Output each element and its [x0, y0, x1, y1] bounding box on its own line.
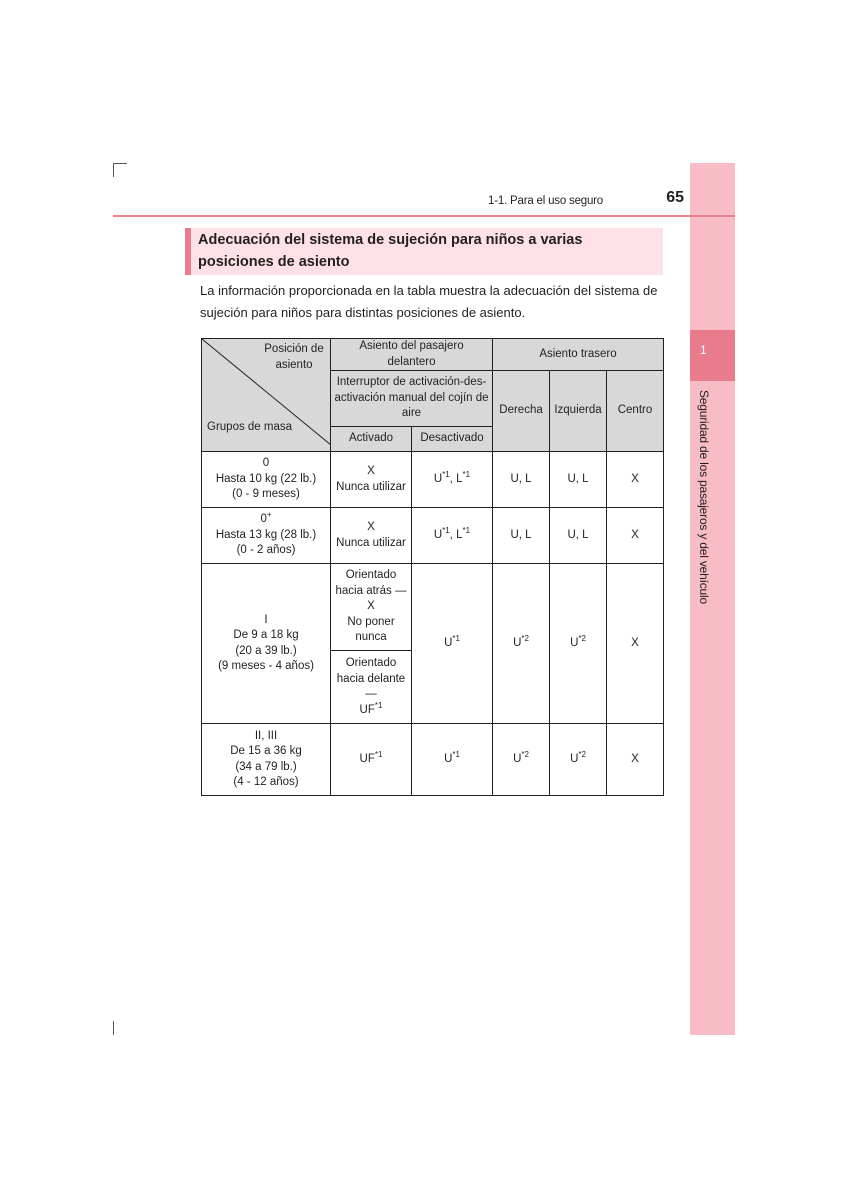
rear-right-cell: $U^{*2}$ [493, 724, 550, 796]
header-section-title: 1-1. Para el uso seguro [488, 195, 603, 207]
rear-center-header: Centro [607, 371, 664, 452]
activated-cell [331, 508, 412, 564]
front-passenger-header: Asiento del pasajero delantero [331, 339, 493, 371]
seat-suitability-table [201, 338, 664, 796]
mass-group-cell [202, 452, 331, 508]
rear-right-cell: U, L [493, 508, 550, 564]
mass-age: (0 - 2 años) [236, 544, 296, 557]
rear-left-cell: U, L [550, 452, 607, 508]
mass-weight: De 9 a 18 kg [233, 629, 299, 641]
activated-cell [331, 564, 412, 724]
mass-age: (0 - 9 meses) [232, 488, 300, 501]
crop-mark-top-left-vertical [113, 163, 114, 177]
mass-weight: Hasta 13 kg (28 lb.) [215, 528, 317, 541]
crop-mark-top-left-horizontal [113, 163, 127, 164]
table-row [202, 452, 664, 508]
rear-facing-note: No poner nunca [347, 615, 395, 644]
rear-right-cell: $U^{*2}$ [493, 564, 550, 724]
activated-note: Nunca utilizar [336, 480, 406, 493]
heading-accent-bar [185, 228, 191, 275]
page-number: 65 [666, 189, 684, 206]
mass-weight: Hasta 10 kg (22 lb.) [215, 472, 317, 485]
mass-group-cell [202, 508, 331, 564]
mass-weight-lb: (34 a 79 lb.) [235, 760, 297, 773]
airbag-switch-header: Interruptor de activación-des-activación manual del cojín de aire [331, 371, 493, 427]
deactivated-cell: $U^{*1}$ [412, 724, 493, 796]
chapter-title: Seguridad de los pasajeros y del vehículo [697, 390, 711, 604]
deactivated-cell: $U^{*1}$ [412, 564, 493, 724]
rear-left-header: Izquierda [550, 371, 607, 452]
activated-cell: UF$^{*1}$ [331, 724, 412, 796]
rear-center-cell: X [607, 564, 664, 724]
corner-header-cell [202, 339, 331, 452]
crop-mark-bottom-left-vertical [113, 1021, 114, 1035]
rear-seat-header: Asiento trasero [493, 339, 664, 371]
rear-center-cell: X [607, 452, 664, 508]
mass-group-cell [202, 724, 331, 796]
activated-cell [331, 452, 412, 508]
rear-right-cell: U, L [493, 452, 550, 508]
activated-note: Nunca utilizar [336, 536, 406, 549]
rear-center-cell: X [607, 724, 664, 796]
chapter-number: 1 [700, 343, 707, 357]
corner-label-mass-groups: Grupos de masa [207, 421, 293, 433]
section-heading: Adecuación del sistema de sujeción para niños a varias posiciones de asiento [198, 232, 583, 270]
chapter-tab [690, 330, 735, 381]
forward-facing-subcell [331, 650, 411, 723]
activated-mark: X [367, 465, 375, 477]
activated-header: Activado [331, 427, 412, 452]
mass-group-cell [202, 564, 331, 724]
mass-group: 0 [262, 457, 270, 470]
corner-label-seat-position: Posición de asiento [264, 343, 324, 371]
mass-group: I [264, 613, 268, 626]
mass-age: (4 - 12 años) [233, 776, 299, 788]
table-row [202, 724, 664, 796]
mass-group: 0+ [260, 510, 272, 526]
activated-mark: X [367, 521, 375, 533]
deactivated-cell: $U^{*1}$, $L^{*1}$ [412, 452, 493, 508]
rear-facing-mark: X [367, 600, 375, 613]
forward-facing-value: UF$^{*1}$ [359, 700, 383, 716]
mass-weight-lb: (20 a 39 lb.) [235, 644, 297, 657]
forward-facing-label: Orientado hacia delante — [336, 657, 406, 700]
rear-left-cell: $U^{*2}$ [550, 564, 607, 724]
mass-group: II, III [254, 729, 278, 742]
rear-left-cell: $U^{*2}$ [550, 724, 607, 796]
table-row [202, 564, 664, 724]
section-heading-box [185, 228, 663, 275]
deactivated-cell: $U^{*1}$, $L^{*1}$ [412, 508, 493, 564]
mass-weight: De 15 a 36 kg [230, 745, 302, 757]
rear-facing-subcell [331, 564, 411, 650]
deactivated-header: Desactivado [412, 427, 493, 452]
rear-center-cell: X [607, 508, 664, 564]
table-row [202, 508, 664, 564]
mass-age: (9 meses - 4 años) [218, 660, 314, 672]
intro-paragraph: La información proporcionada en la tabla muestra la adecuación del sistema de sujeción para niños para distintas posiciones de asiento. [200, 283, 658, 320]
header-rule [113, 215, 735, 217]
rear-left-cell: U, L [550, 508, 607, 564]
rear-right-header: Derecha [493, 371, 550, 452]
rear-facing-label: Orientado hacia atrás — [335, 569, 407, 597]
